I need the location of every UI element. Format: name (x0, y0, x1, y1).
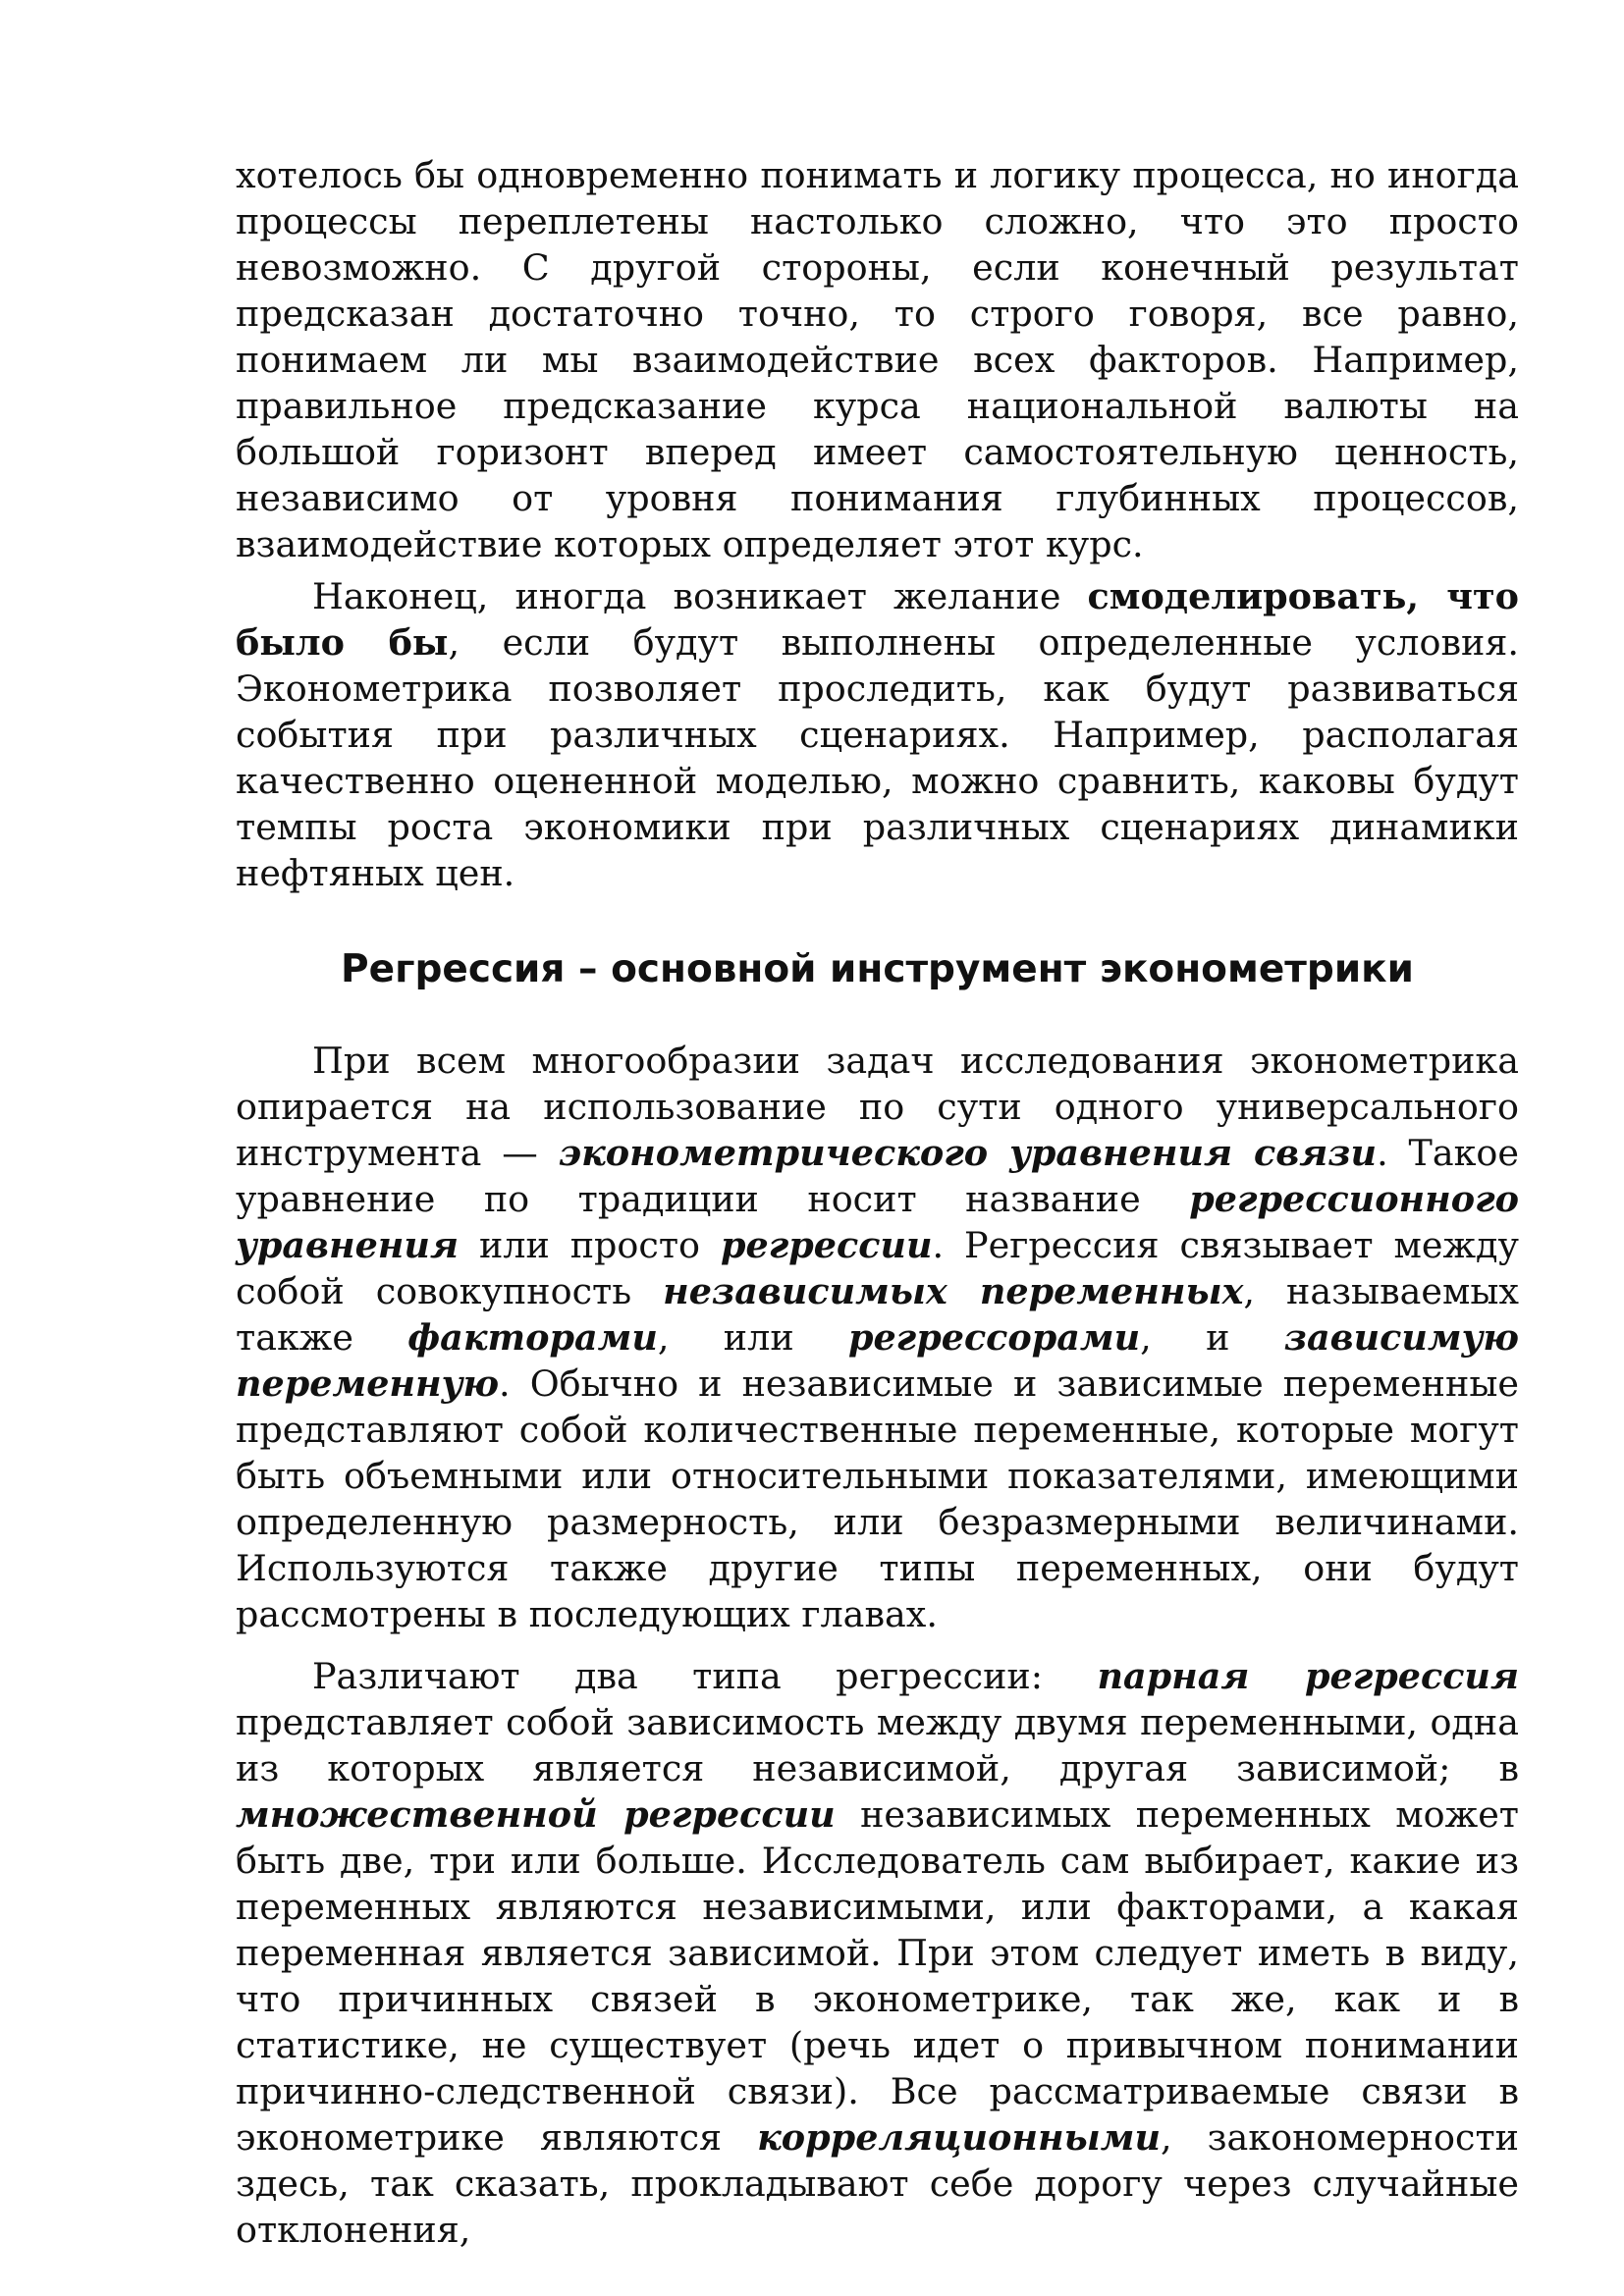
term-emphasis: регрессорами (847, 1316, 1141, 1359)
term-emphasis: парная регрессия (1097, 1655, 1520, 1697)
section-heading: Регрессия – основной инструмент эконометрики (341, 947, 1414, 991)
paragraph-text: независимых переменных может быть две, три или больше. Исследователь сам выбирает, какие из переменных являются независимыми, или факторами, а какая переменная является зависимой. При этом следует иметь в виду, что причинных связей в эконометрике, так же, как и в статистике, не существует (речь идет о привычном понимании причинно-следственной связи). Все рассматриваемые связи в эконометрике являются (236, 1793, 1519, 2159)
term-emphasis: зависимую переменную (236, 1316, 1519, 1405)
paragraph-text: , закономерности здесь, так сказать, прокладывают себе дорогу через случайные отклонения, (236, 2116, 1519, 2251)
document-page (236, 152, 1519, 2253)
paragraph-text: Наконец, иногда возникает желание (312, 575, 1088, 617)
paragraph-text: . Регрессия связывает между собой совокупность (236, 1224, 1519, 1312)
paragraph-text: , если будут выполнены определенные условия. Эконометрика позволяет проследить, как будут развиваться события при различных сценариях. Например, располагая качественно оцененной моделью, можно сравнить, каковы будут темпы роста экономики при различных сценариях динамики нефтяных цен. (236, 621, 1519, 894)
paragraph-text: . Обычно и независимые и зависимые переменные представляют собой количественные переменные, которые могут быть объемными или относительными показателями, имеющими определенную размерность, или безразмерными величинами. Используются также другие типы переменных, они будут рассмотрены в последующих главах. (236, 1362, 1519, 1635)
paragraph-text: , называемых также (236, 1270, 1520, 1359)
term-emphasis: эконометрического уравнения связи (558, 1132, 1378, 1174)
paragraph-text: или просто (459, 1224, 721, 1266)
paragraph-text: . Такое уравнение по традиции носит название (236, 1132, 1520, 1220)
paragraph-intro-continued: хотелось бы одновременно понимать и логику процесса, но иногда процессы переплетены настолько сложно, что это просто невозможно. С другой стороны, если конечный результат предсказан достаточно точно, то строго говоря, все равно, понимаем ли мы взаимодействие всех факторов. Например, правильное предсказание курса национальной валюты на большой горизонт вперед имеет самостоятельную ценность, независимо от уровня понимания глубинных процессов, взаимодействие которых определяет этот курс. (236, 154, 1519, 565)
term-emphasis: регрессии (720, 1224, 933, 1266)
term-emphasis: факторами (407, 1316, 658, 1359)
paragraph-text: представляет собой зависимость между двумя переменными, одна из которых является независимой, другая зависимой; в (236, 1701, 1519, 1789)
term-emphasis: множественной регрессии (236, 1793, 836, 1836)
paragraph-text: Различают два типа регрессии: (312, 1655, 1098, 1697)
paragraph-regression-tool (236, 1038, 1519, 1637)
paragraph-text: , или (657, 1316, 848, 1359)
paragraph-regression-types (236, 1653, 1519, 2253)
emphasis-bold: смоделировать, что было бы (236, 575, 1519, 664)
paragraph-text: , и (1140, 1316, 1284, 1359)
term-emphasis: регрессионного уравнения (236, 1178, 1519, 1266)
term-emphasis: независимых переменных (663, 1270, 1244, 1312)
paragraph-text: При всем многообразии задач исследования эконометрика опирается на использование по сути одного универсального инструмента — (236, 1040, 1519, 1174)
paragraph-modeling (236, 573, 1519, 896)
term-emphasis: корреляционными (757, 2116, 1161, 2159)
